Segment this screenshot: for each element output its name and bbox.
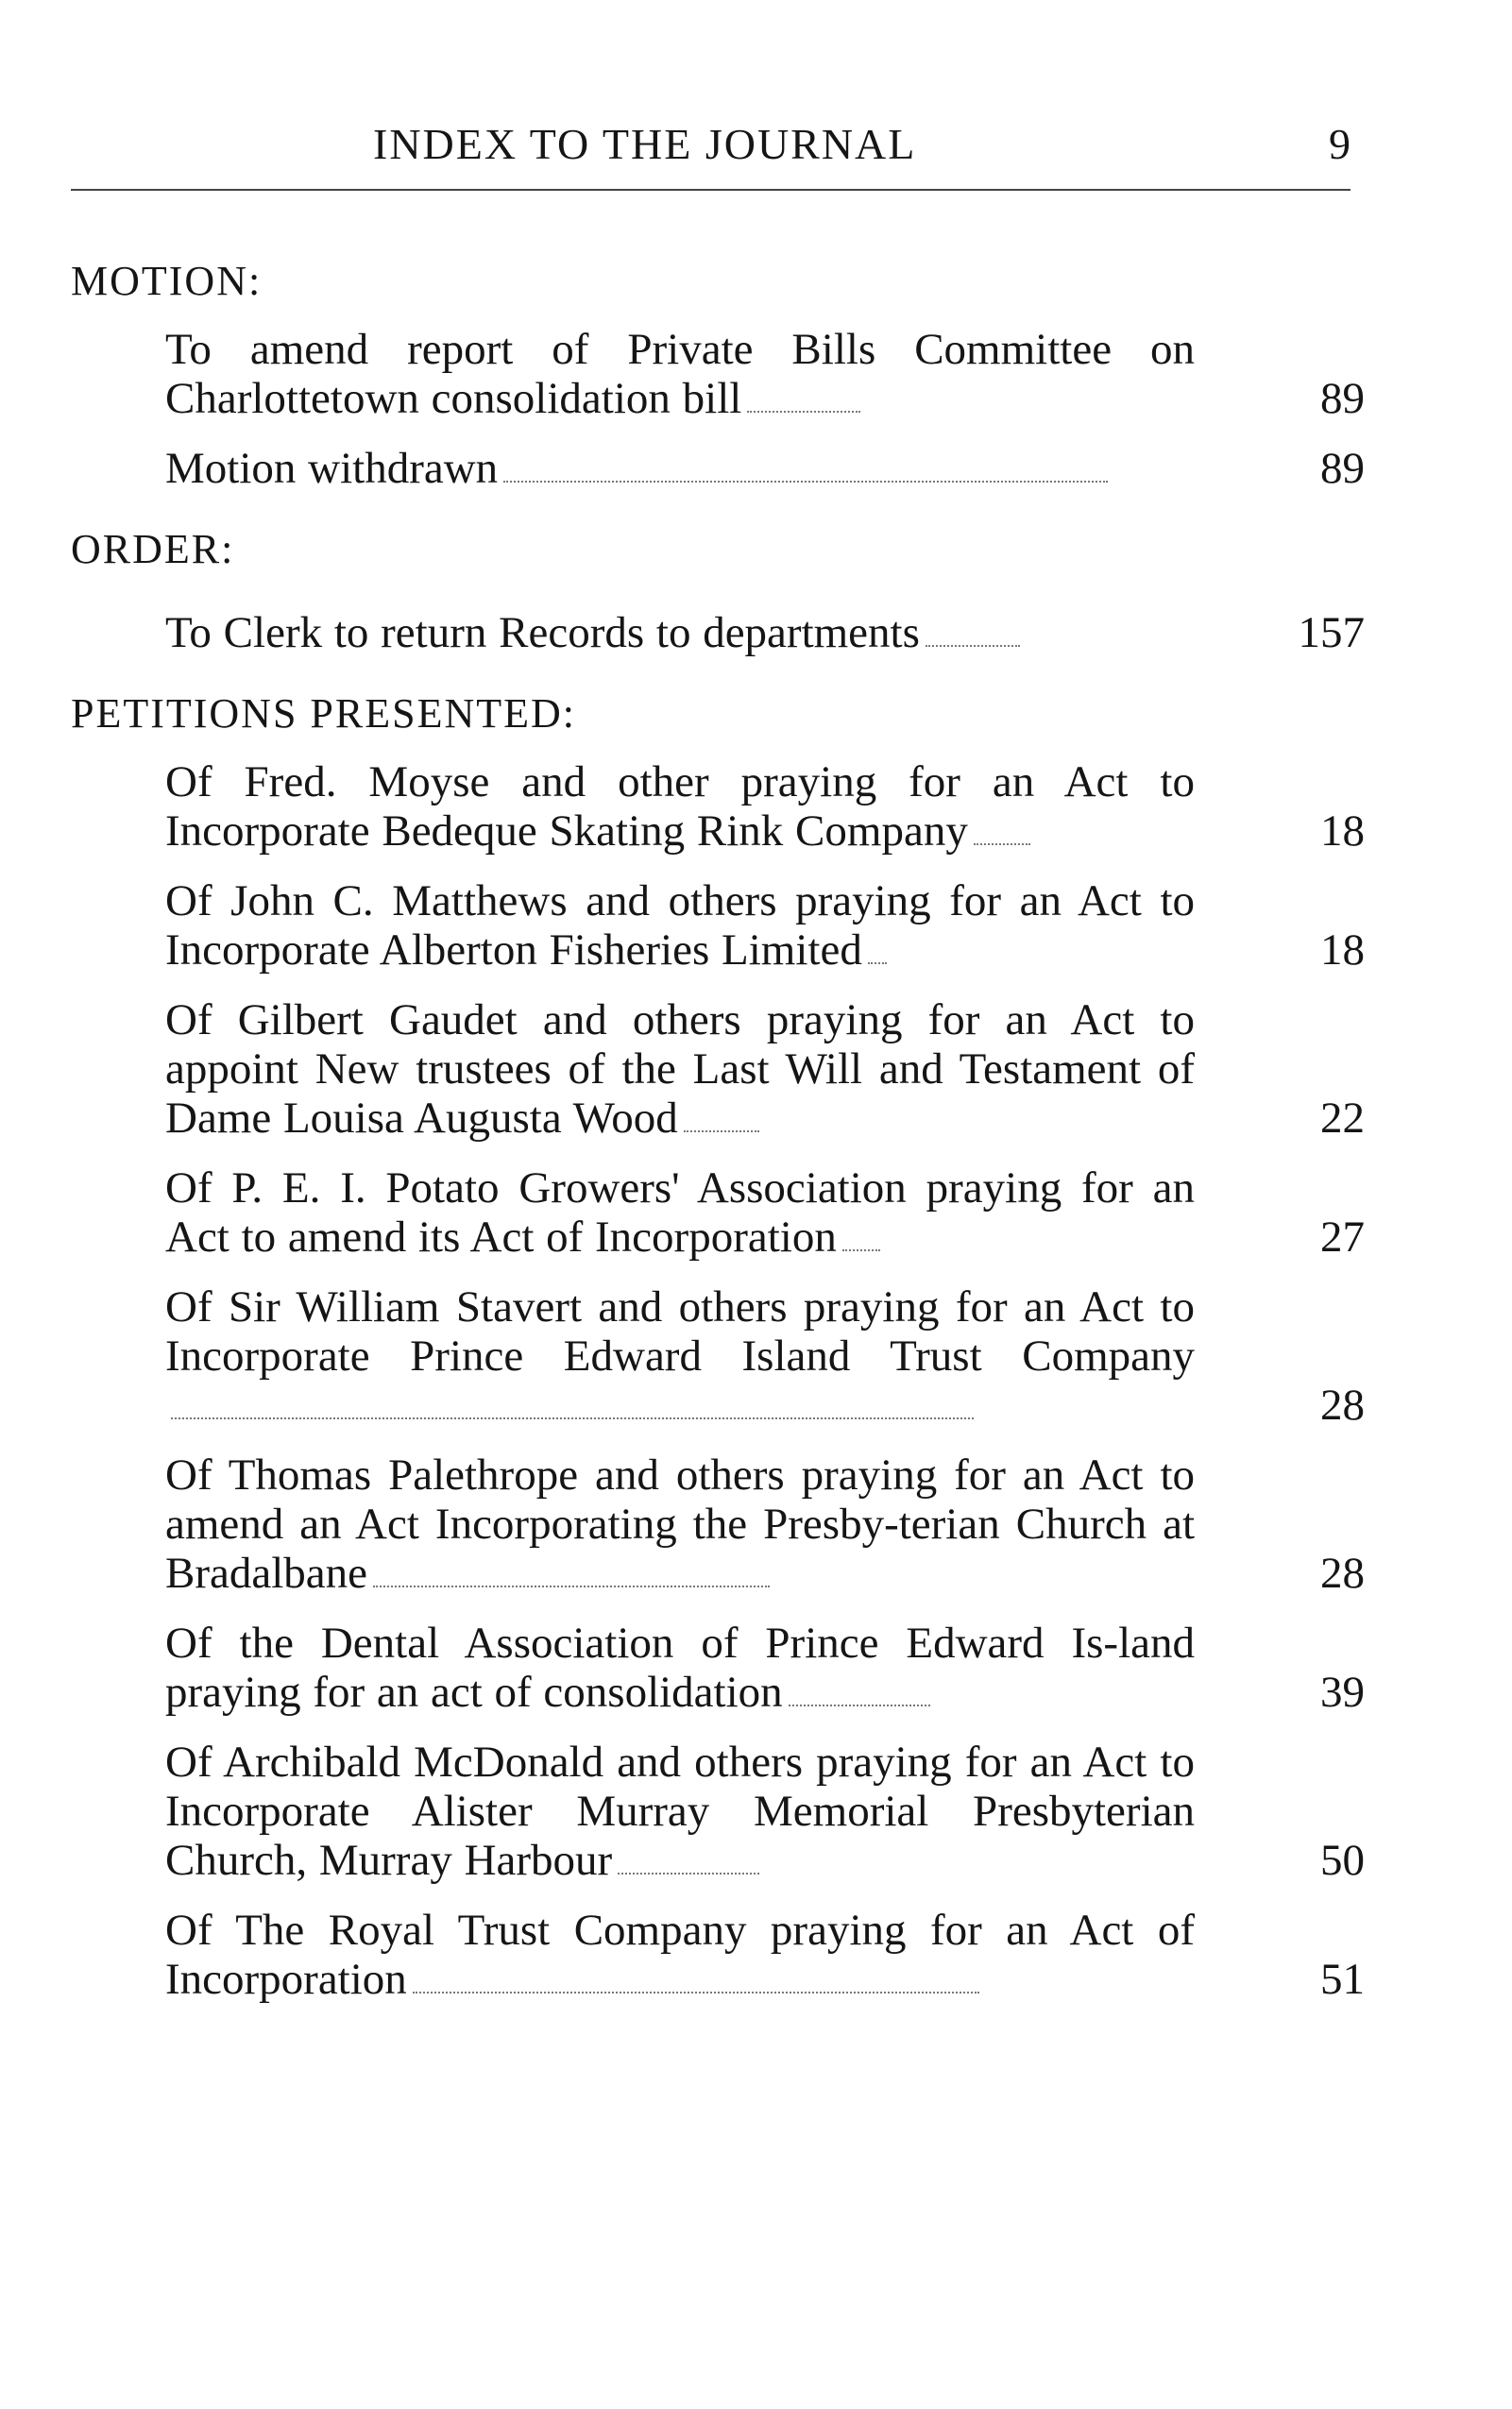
index-entry: [165, 1282, 1365, 1430]
dot-leader: [842, 1249, 880, 1251]
entry-text: Of Sir William Stavert and others praying for an Act to Incorporate Prince Edward Island Trust Company: [165, 1282, 1195, 1381]
entry-list: [71, 757, 1365, 2004]
dot-leader: [413, 1992, 979, 1993]
entry-text: To amend report of Private Bills Committee on Charlottetown consolidation bill: [165, 325, 1195, 423]
dot-leader: [171, 1417, 974, 1419]
index-entry: [165, 1163, 1365, 1262]
entry-text: Of Archibald McDonald and others praying for an Act to Incorporate Alister Murray Memorial Presbyterian Church, Murray Harbour: [165, 1738, 1195, 1885]
index-entry: [165, 1906, 1365, 2004]
entry-page: 39: [1320, 1668, 1365, 1717]
dot-leader: [618, 1873, 759, 1875]
index-entry: [165, 1619, 1365, 1717]
index-entry: [165, 876, 1365, 975]
section-heading: MOTION:: [71, 258, 263, 304]
index-entry: [165, 757, 1365, 856]
entry-page: 51: [1320, 1955, 1365, 2004]
running-head: [71, 111, 1351, 178]
entry-page: 28: [1320, 1381, 1365, 1430]
entry-text: Of John C. Matthews and others praying for an Act to Incorporate Alberton Fisheries Limited: [165, 876, 1195, 975]
index-entry: [165, 444, 1365, 493]
section-order: [71, 523, 1365, 657]
header-rule: [71, 189, 1351, 191]
entry-page: 89: [1320, 444, 1365, 493]
dot-leader: [503, 481, 1108, 483]
entry-page: 18: [1320, 806, 1365, 856]
section-petitions-presented: [71, 687, 1365, 2004]
entry-text: Motion withdrawn: [165, 444, 499, 493]
dot-leader: [747, 411, 860, 413]
dot-leader: [868, 962, 887, 964]
entry-page: 18: [1320, 925, 1365, 975]
entry-list: [71, 608, 1365, 657]
entry-page: 50: [1320, 1836, 1365, 1885]
index-body: [71, 255, 1365, 2034]
index-entry: [165, 608, 1365, 657]
section-heading: PETITIONS PRESENTED:: [71, 690, 576, 737]
entry-text: Of Fred. Moyse and other praying for an Act to Incorporate Bedeque Skating Rink Company: [165, 757, 1195, 856]
index-entry: [165, 1738, 1365, 1885]
dot-leader: [684, 1130, 759, 1132]
running-head-title: INDEX TO THE JOURNAL: [373, 120, 917, 168]
entry-page: 22: [1320, 1094, 1365, 1143]
entry-text: Of Gilbert Gaudet and others praying for an Act to appoint New trustees of the Last Will and Testament of Dame Louisa Augusta Wood: [165, 995, 1195, 1143]
dot-leader: [974, 843, 1030, 845]
entry-list: [71, 325, 1365, 493]
entry-text: Of The Royal Trust Company praying for an Act of Incorporation: [165, 1906, 1195, 2004]
entry-text: Of P. E. I. Potato Growers' Association praying for an Act to amend its Act of Incorporation: [165, 1163, 1195, 1262]
entry-page: 89: [1320, 374, 1365, 423]
entry-text: Of Thomas Palethrope and others praying for an Act to amend an Act Incorporating the Presby-terian Church at Bradalbane: [165, 1450, 1195, 1598]
entry-page: 27: [1320, 1213, 1365, 1262]
index-entry: [165, 995, 1365, 1143]
page-number: 9: [1329, 120, 1351, 168]
entry-text: Of the Dental Association of Prince Edward Is-land praying for an act of consolidation: [165, 1619, 1195, 1717]
entry-page: 157: [1298, 608, 1365, 657]
dot-leader: [789, 1705, 930, 1706]
dot-leader: [373, 1586, 770, 1587]
section-heading: ORDER:: [71, 526, 235, 572]
index-entry: [165, 1450, 1365, 1598]
entry-page: 28: [1320, 1549, 1365, 1598]
section-motion: [71, 255, 1365, 493]
dot-leader: [926, 645, 1020, 647]
index-entry: [165, 325, 1365, 423]
entry-text: To Clerk to return Records to departments: [165, 608, 920, 657]
